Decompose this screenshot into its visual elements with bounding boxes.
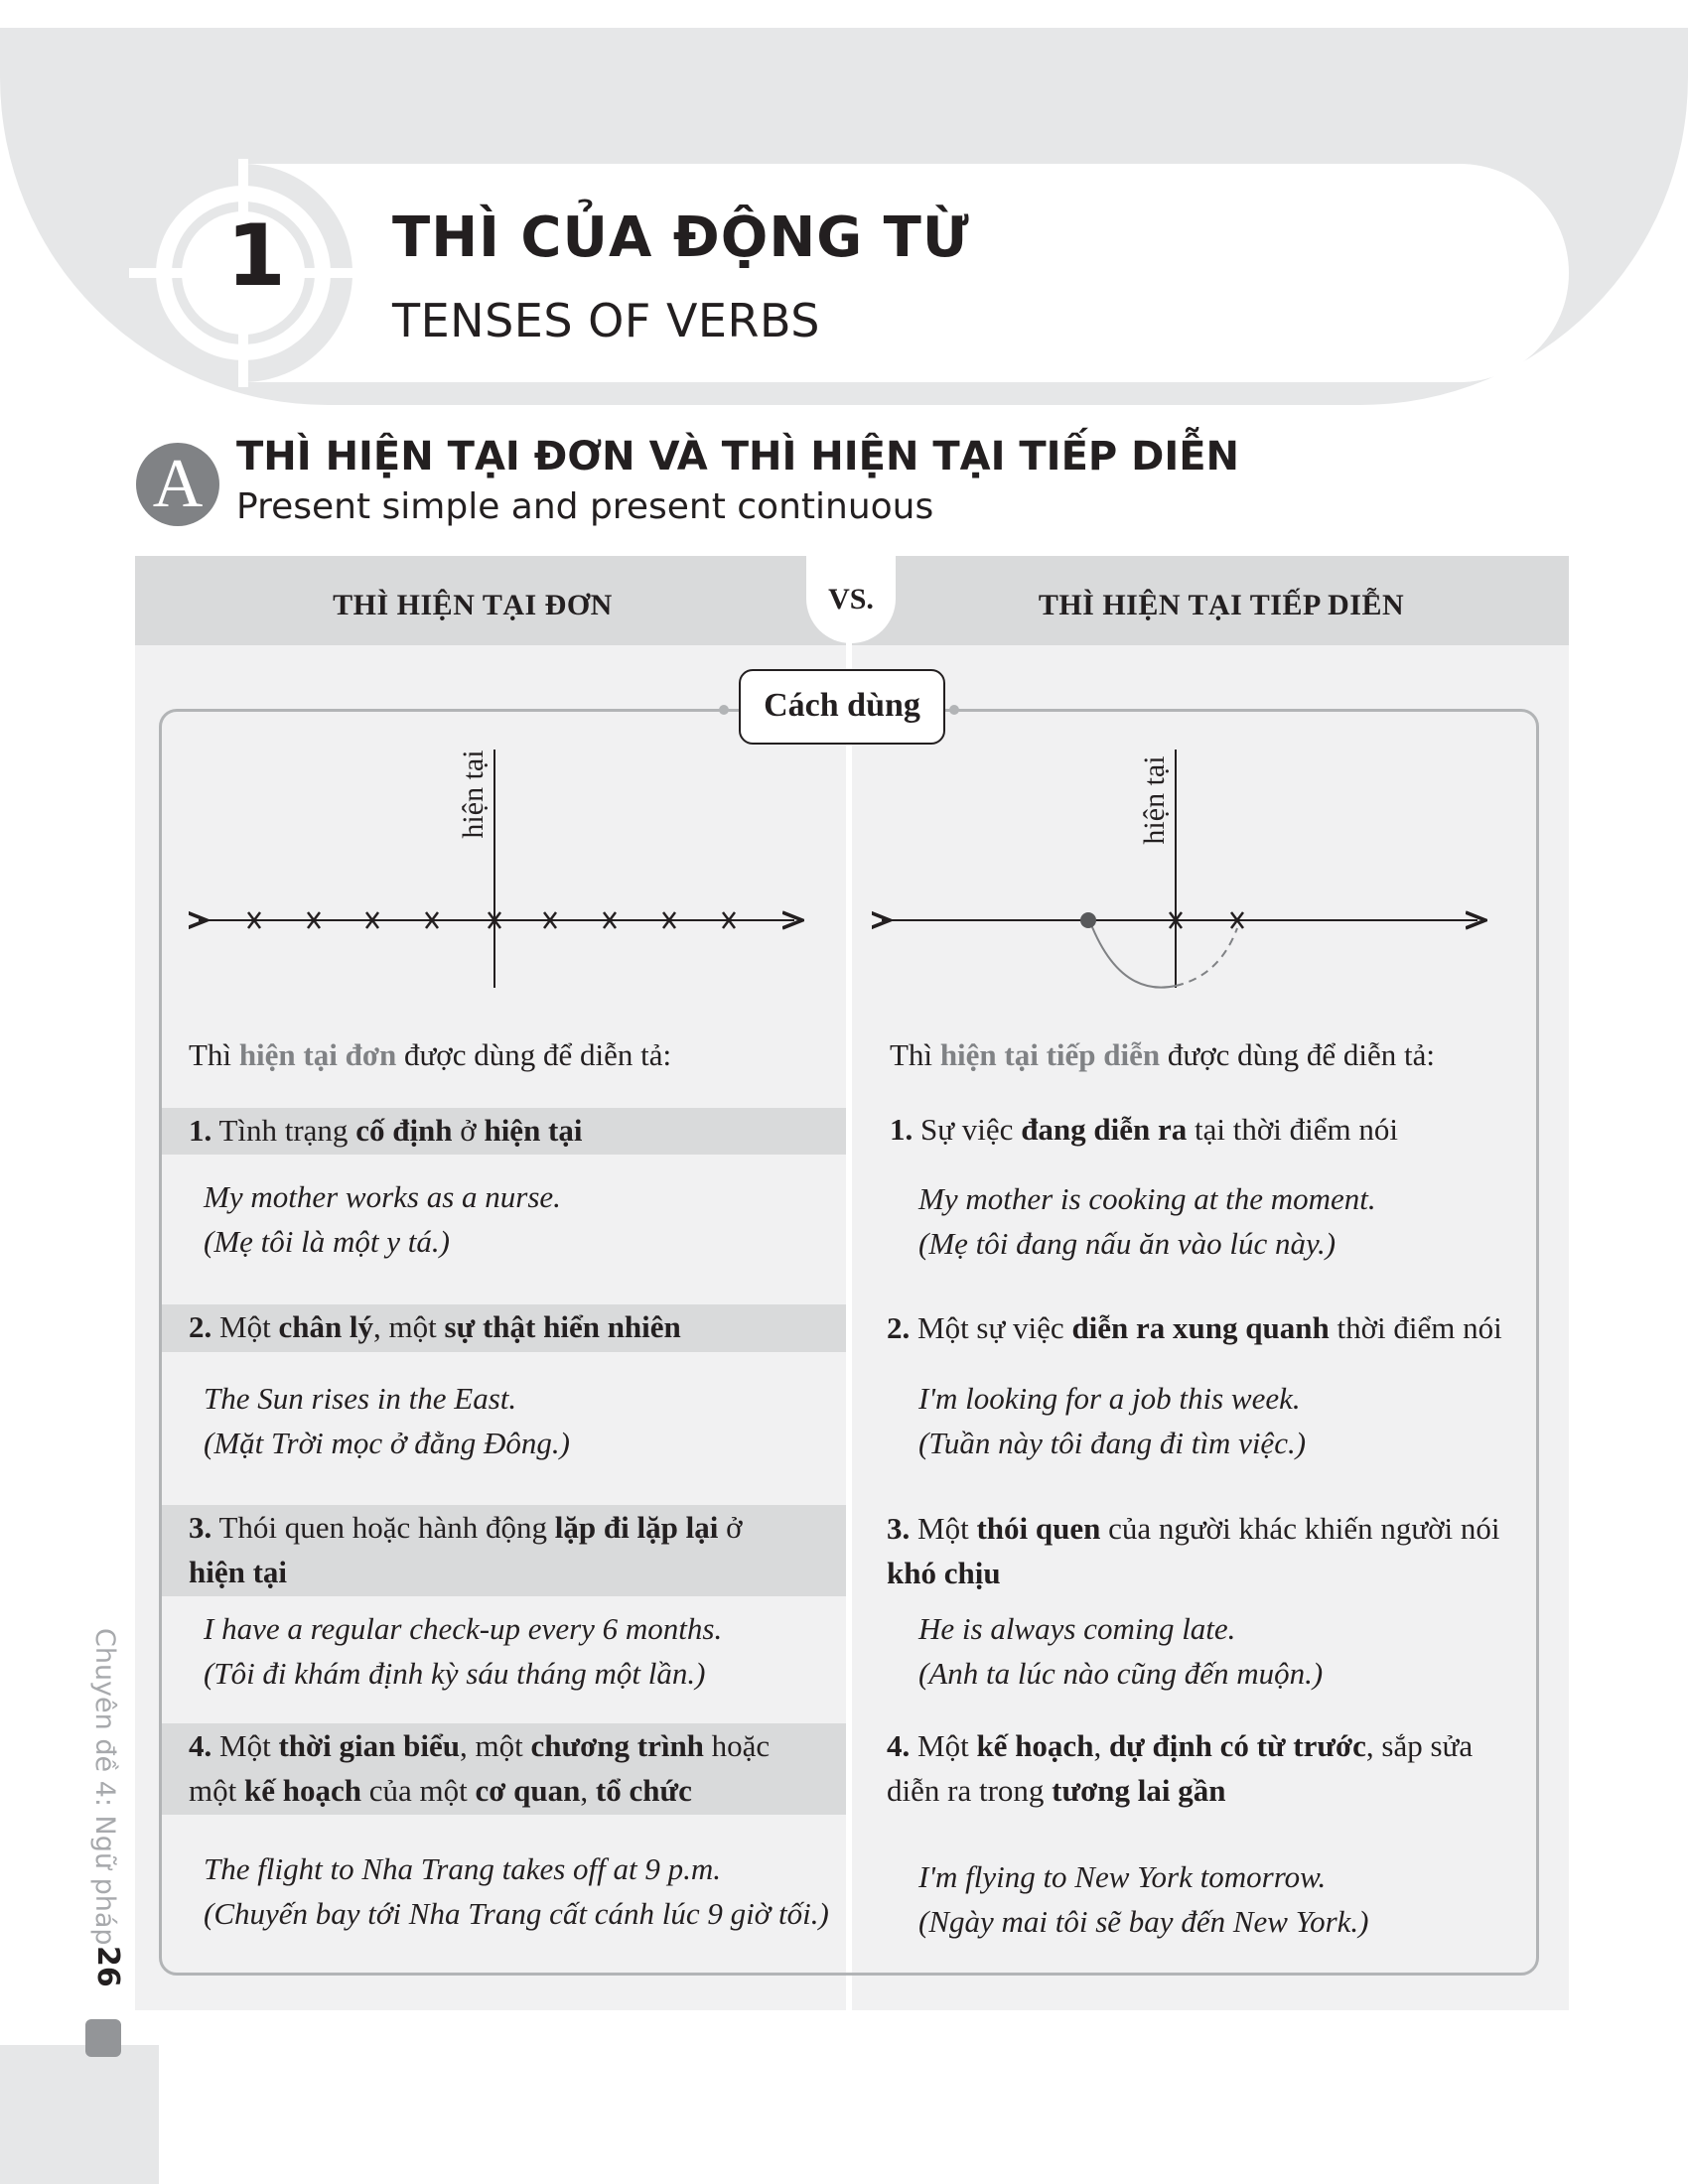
present-simple-timeline [189,740,804,998]
left-item-1: 1. Tình trạng cố định ở hiện tại [189,1113,583,1148]
left-example-1: My mother works as a nurse. (Mẹ tôi là một y tá.) [204,1179,561,1259]
right-item-3: 3. Một thói quen của người khác khiến người nói khó chịu [887,1511,1500,1590]
right-example-2: I'm looking for a job this week. (Tuần này tôi đang đi tìm việc.) [918,1381,1307,1460]
right-item-4: 4. Một kế hoạch, dự định có từ trước, sắp sửa diễn ra trong tương lai gần [887,1728,1474,1808]
start-point [1080,912,1096,928]
left-item-3: 3. Thói quen hoặc hành động lặp đi lặp lại ở hiện tại [189,1510,743,1589]
left-example-4: The flight to Nha Trang takes off at 9 p.m. (Chuyến bay tới Nha Trang cất cánh lúc 9 giờ tối.) [204,1851,829,1931]
timeline-label-now: hiện tại [457,750,490,839]
left-item-4: 4. Một thời gian biểu, một chương trình hoặc một kế hoạch của một cơ quan, tổ chức [189,1728,771,1808]
left-intro: Thì hiện tại đơn được dùng để diễn tả: [189,1037,672,1072]
right-example-4: I'm flying to New York tomorrow. (Ngày mai tôi sẽ bay đến New York.) [918,1859,1369,1939]
left-example-3: I have a regular check-up every 6 months. (Tôi đi khám định kỳ sáu tháng một lần.) [204,1611,723,1691]
ongoing-arc-future [1176,928,1237,986]
right-example-1: My mother is cooking at the moment. (Mẹ tôi đang nấu ăn vào lúc này.) [918,1181,1376,1261]
section-letter-badge: A [136,443,219,526]
chapter-number: 1 [226,206,286,306]
ongoing-arc [1090,922,1176,988]
left-example-2: The Sun rises in the East. (Mặt Trời mọc ở đằng Đông.) [204,1381,570,1460]
chapter-title: THÌ CỦA ĐỘNG TỪ [392,205,970,270]
section-title: THÌ HIỆN TẠI ĐƠN VÀ THÌ HIỆN TẠI TIẾP DIỄN [236,434,1240,479]
timeline-label-now: hiện tại [1138,755,1171,845]
usage-label: Cách dùng [739,669,945,745]
side-topic-label: Chuyên đề 4: Ngữ pháp [89,1628,120,1946]
left-item-2: 2. Một chân lý, một sự thật hiển nhiên [189,1309,681,1344]
page-corner-tab [0,2045,159,2184]
vs-badge: VS. [806,556,896,643]
chapter-subtitle: TENSES OF VERBS [392,294,820,347]
right-item-1: 1. Sự việc đang diễn ra tại thời điểm nói [890,1112,1398,1147]
present-continuous-timeline [872,740,1487,998]
left-column-header: THÌ HIỆN TẠI ĐƠN [333,589,613,621]
page-number: 26 [90,1946,125,1987]
page-marker [85,2019,121,2057]
section-subtitle: Present simple and present continuous [236,486,934,527]
right-example-3: He is always coming late. (Anh ta lúc nào cũng đến muộn.) [918,1611,1324,1691]
right-column-header: THÌ HIỆN TẠI TIẾP DIỄN [1038,589,1405,621]
right-item-2: 2. Một sự việc diễn ra xung quanh thời điểm nói [887,1310,1502,1345]
right-intro: Thì hiện tại tiếp diễn được dùng để diễn tả: [890,1037,1435,1072]
